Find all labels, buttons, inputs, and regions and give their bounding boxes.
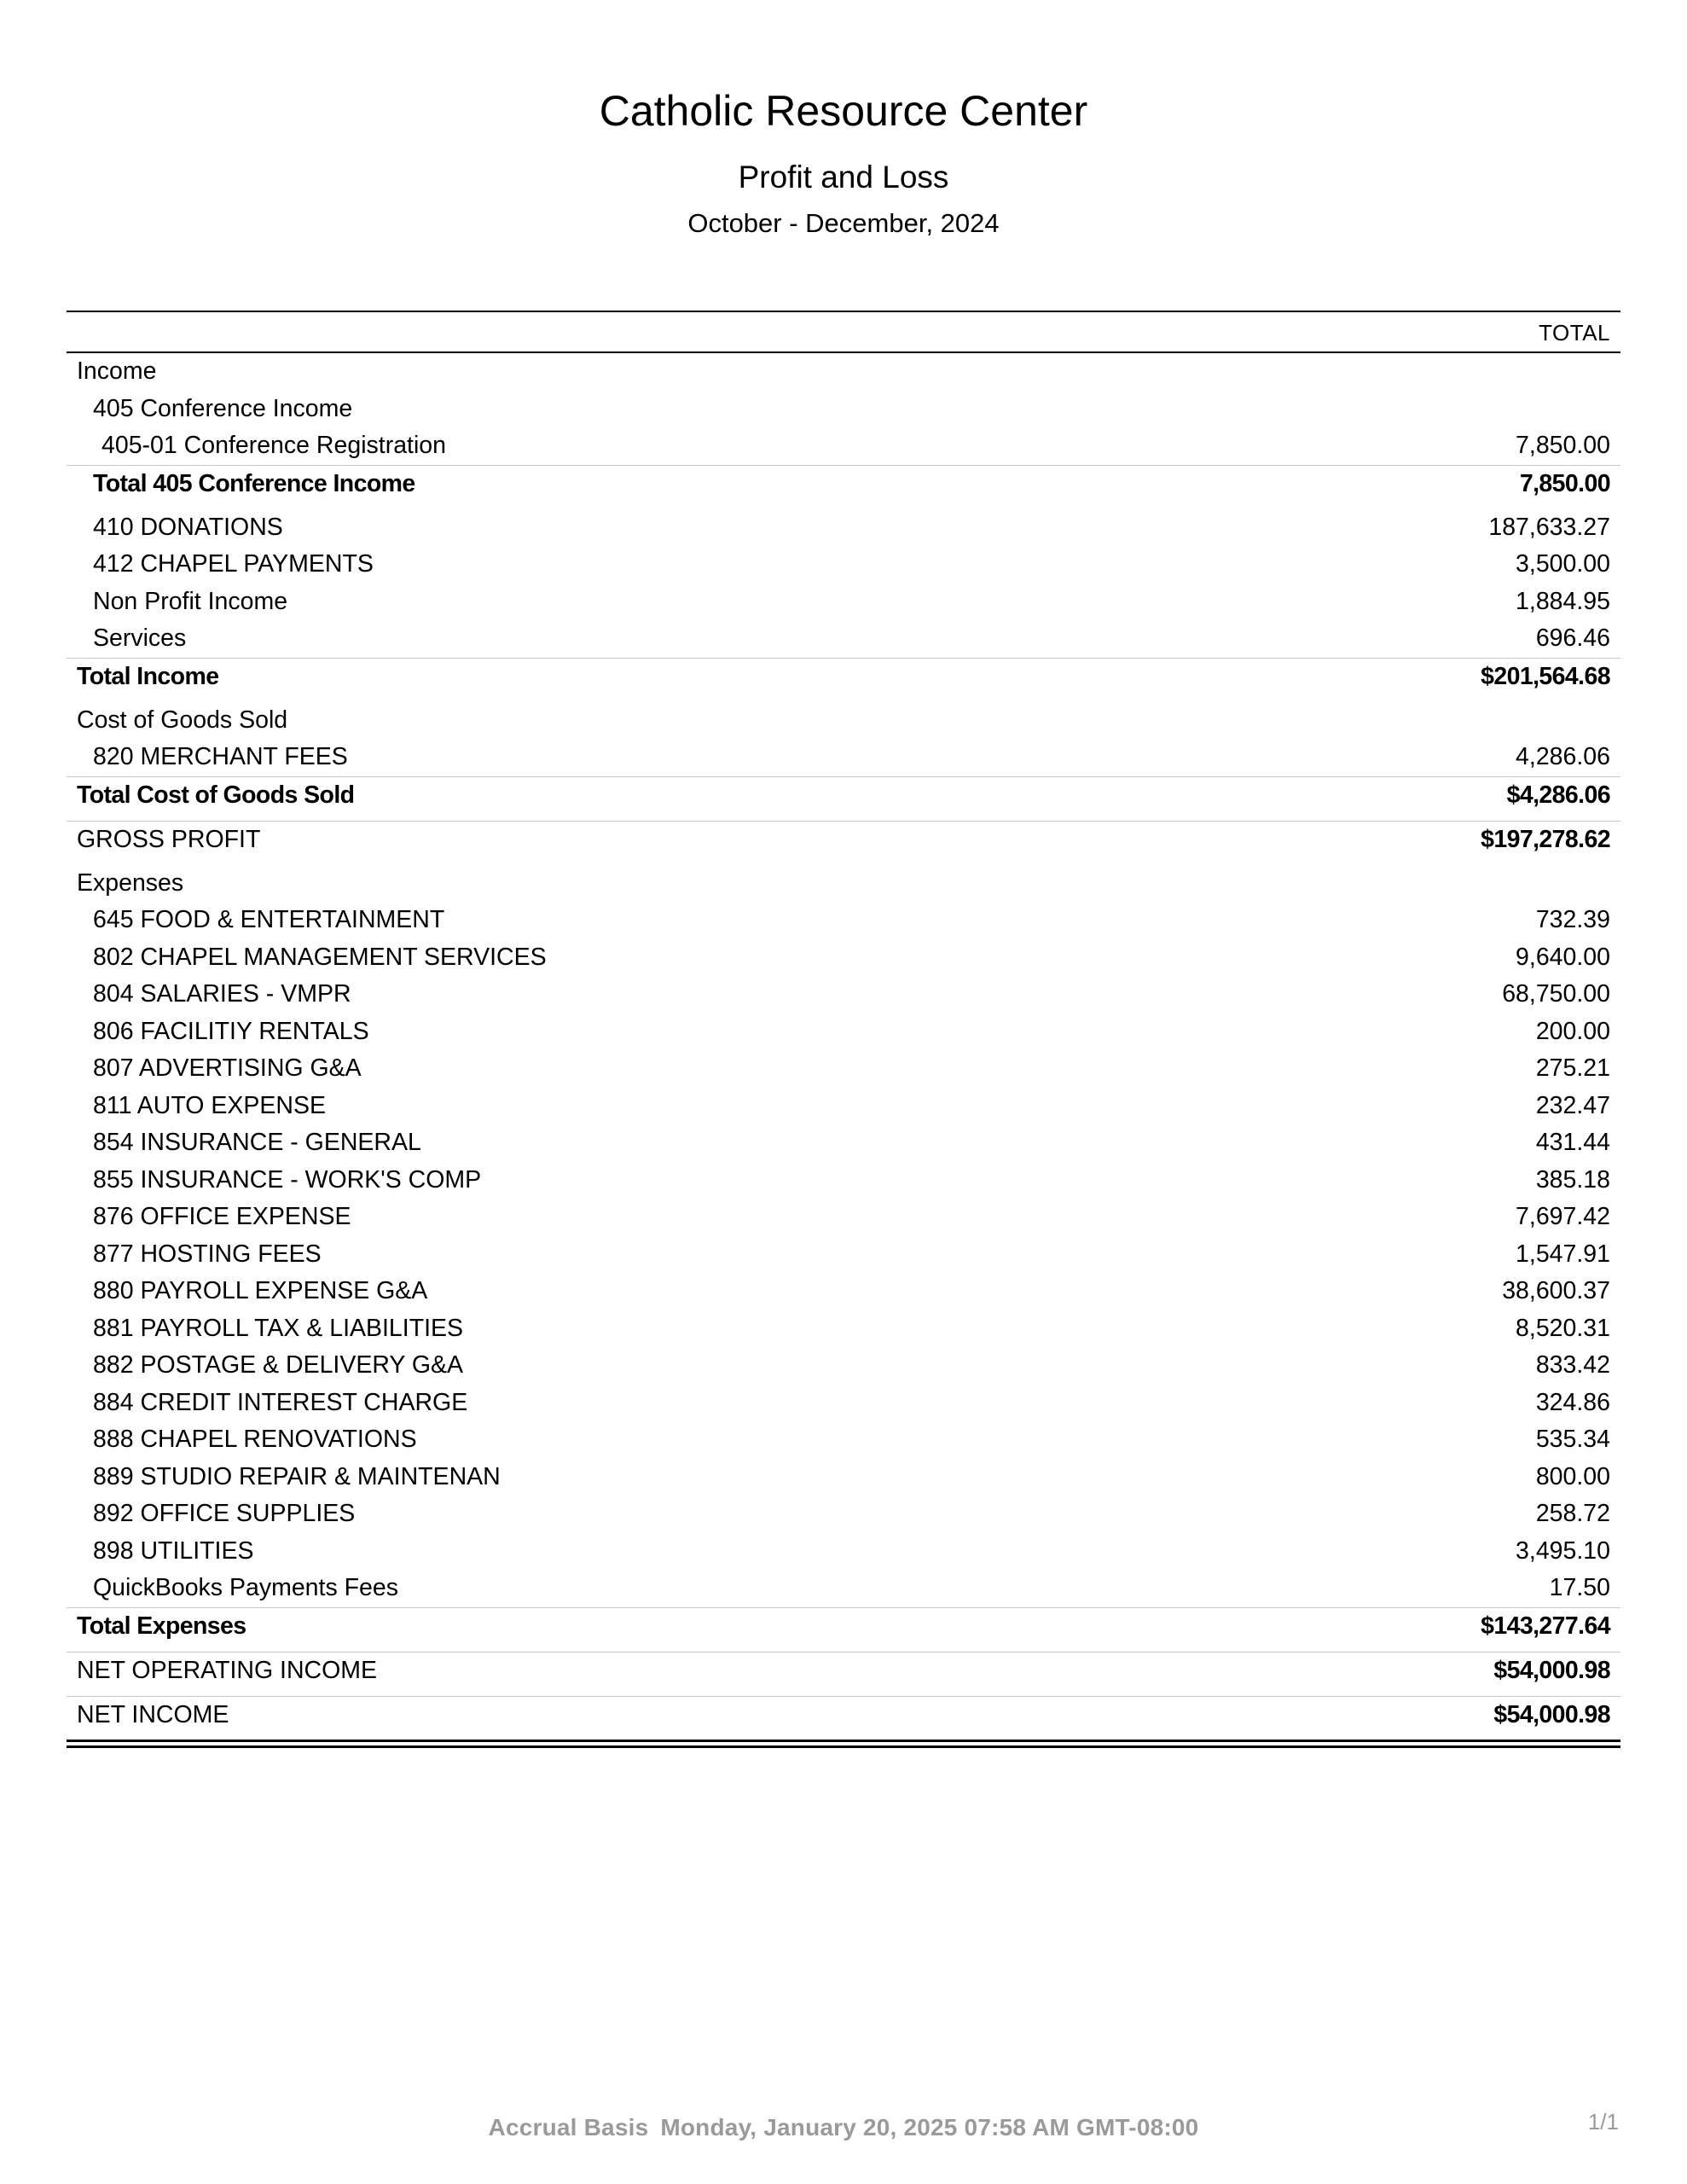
account-row: [67, 1347, 1620, 1385]
profit-loss-table: [67, 311, 1620, 1748]
row-label: 876 OFFICE EXPENSE: [93, 1203, 351, 1230]
company-name: Catholic Resource Center: [599, 87, 1088, 135]
row-amount: $4,286.06: [1506, 781, 1610, 809]
account-row: [67, 1496, 1620, 1533]
row-label: 881 PAYROLL TAX & LIABILITIES: [93, 1314, 464, 1342]
account-row: [67, 939, 1620, 977]
row-label: QuickBooks Payments Fees: [93, 1574, 398, 1601]
account-row: [67, 1459, 1620, 1496]
row-label: 645 FOOD & ENTERTAINMENT: [93, 906, 445, 933]
row-label: Expenses: [77, 868, 184, 897]
summary-row: [67, 821, 1620, 858]
account-row: [67, 739, 1620, 776]
row-label: 898 UTILITIES: [93, 1536, 254, 1565]
row-label: 892 OFFICE SUPPLIES: [93, 1500, 356, 1527]
row-label: Total Income: [77, 662, 219, 690]
row-label: 877 HOSTING FEES: [93, 1240, 322, 1268]
report-title: Profit and Loss: [738, 160, 949, 195]
account-row: [67, 976, 1620, 1014]
row-label: 820 MERCHANT FEES: [93, 743, 348, 770]
row-label: Services: [93, 624, 187, 652]
account-row: [67, 509, 1620, 547]
row-label: Total 405 Conference Income: [93, 469, 415, 497]
summary-row: [67, 1696, 1620, 1740]
row-label: Total Expenses: [77, 1612, 246, 1640]
row-label: Cost of Goods Sold: [77, 706, 288, 734]
account-row: [67, 1014, 1620, 1051]
row-label: 412 CHAPEL PAYMENTS: [93, 550, 374, 578]
row-amount: 187,633.27: [1488, 513, 1610, 541]
total-row: [67, 1607, 1620, 1645]
row-label: 806 FACILITIY RENTALS: [93, 1017, 369, 1045]
row-label: 405-01 Conference Registration: [101, 432, 446, 459]
row-amount: 535.34: [1535, 1426, 1610, 1453]
account-row: [67, 1273, 1620, 1310]
account-row: [67, 584, 1620, 621]
row-amount: 3,500.00: [1516, 550, 1610, 578]
row-label: NET OPERATING INCOME: [77, 1656, 378, 1684]
row-amount: 4,286.06: [1516, 743, 1610, 770]
row-amount: $54,000.98: [1493, 1656, 1610, 1684]
account-row: [67, 427, 1620, 465]
table-body: [67, 353, 1620, 1740]
row-label: Non Profit Income: [93, 587, 288, 615]
row-label: 811 AUTO EXPENSE: [93, 1091, 326, 1119]
row-amount: $54,000.98: [1493, 1700, 1610, 1728]
account-row: [67, 1570, 1620, 1607]
account-row: [67, 620, 1620, 658]
row-amount: 1,547.91: [1516, 1240, 1610, 1268]
row-label: 410 DONATIONS: [93, 513, 283, 541]
row-amount: 8,520.31: [1516, 1314, 1610, 1342]
account-row: [67, 1385, 1620, 1422]
row-label: 854 INSURANCE - GENERAL: [93, 1129, 421, 1156]
row-amount: 1,884.95: [1516, 587, 1610, 615]
total-column-header: TOTAL: [1539, 320, 1610, 346]
footer-timestamp: Monday, January 20, 2025 07:58 AM GMT-08:00: [660, 2114, 1199, 2140]
account-row: [67, 391, 1620, 428]
total-row: [67, 465, 1620, 502]
row-label: 855 INSURANCE - WORK'S COMP: [93, 1165, 482, 1194]
row-amount: 696.46: [1535, 624, 1610, 652]
account-row: [67, 1124, 1620, 1162]
account-row: [67, 1310, 1620, 1348]
account-row: [67, 1421, 1620, 1459]
account-row: [67, 1533, 1620, 1571]
row-amount: 258.72: [1535, 1500, 1610, 1527]
row-amount: 732.39: [1535, 906, 1610, 933]
row-label: 405 Conference Income: [93, 394, 353, 422]
row-label: GROSS PROFIT: [77, 825, 261, 853]
total-row: [67, 776, 1620, 814]
row-label: Total Cost of Goods Sold: [77, 781, 355, 809]
account-row: [67, 1162, 1620, 1199]
account-row: [67, 1236, 1620, 1274]
row-label: NET INCOME: [77, 1700, 229, 1728]
row-label: 888 CHAPEL RENOVATIONS: [93, 1426, 417, 1453]
section-heading-row: [67, 353, 1620, 391]
row-label: 807 ADVERTISING G&A: [93, 1054, 362, 1082]
footer-basis: Accrual Basis: [488, 2114, 649, 2140]
row-amount: 200.00: [1535, 1017, 1610, 1045]
row-amount: 324.86: [1535, 1388, 1610, 1416]
row-label: 889 STUDIO REPAIR & MAINTENAN: [93, 1462, 501, 1490]
account-row: [67, 546, 1620, 584]
row-amount: 17.50: [1549, 1574, 1610, 1601]
row-amount: 833.42: [1535, 1351, 1610, 1379]
row-amount: 431.44: [1535, 1129, 1610, 1156]
double-rule: [67, 1740, 1620, 1748]
row-amount: 800.00: [1535, 1462, 1610, 1490]
row-amount: $143,277.64: [1481, 1612, 1610, 1640]
row-label: Income: [77, 357, 157, 385]
account-row: [67, 1088, 1620, 1125]
row-amount: $197,278.62: [1481, 825, 1610, 853]
row-amount: 275.21: [1535, 1054, 1610, 1082]
row-label: 884 CREDIT INTEREST CHARGE: [93, 1388, 468, 1416]
row-amount: 9,640.00: [1516, 943, 1610, 971]
section-heading-row: [67, 865, 1620, 903]
account-row: [67, 902, 1620, 939]
summary-row: [67, 1652, 1620, 1689]
row-amount: 68,750.00: [1502, 980, 1610, 1008]
row-amount: 385.18: [1535, 1165, 1610, 1194]
table-header: [67, 312, 1620, 353]
report-footer: [0, 2114, 1687, 2141]
row-amount: 38,600.37: [1502, 1277, 1610, 1304]
row-label: 804 SALARIES - VMPR: [93, 980, 351, 1008]
account-row: [67, 1199, 1620, 1236]
row-label: 802 CHAPEL MANAGEMENT SERVICES: [93, 943, 547, 971]
row-amount: 7,850.00: [1516, 432, 1610, 459]
row-label: 882 POSTAGE & DELIVERY G&A: [93, 1351, 464, 1379]
row-label: 880 PAYROLL EXPENSE G&A: [93, 1277, 428, 1304]
account-row: [67, 1050, 1620, 1088]
row-amount: 7,850.00: [1519, 469, 1610, 497]
total-row: [67, 658, 1620, 695]
row-amount: 7,697.42: [1516, 1203, 1610, 1230]
row-amount: 232.47: [1535, 1091, 1610, 1119]
section-heading-row: [67, 702, 1620, 740]
page-number: 1/1: [1587, 2109, 1619, 2135]
report-period: October - December, 2024: [687, 208, 1000, 238]
row-amount: 3,495.10: [1516, 1536, 1610, 1565]
row-amount: $201,564.68: [1481, 662, 1610, 690]
